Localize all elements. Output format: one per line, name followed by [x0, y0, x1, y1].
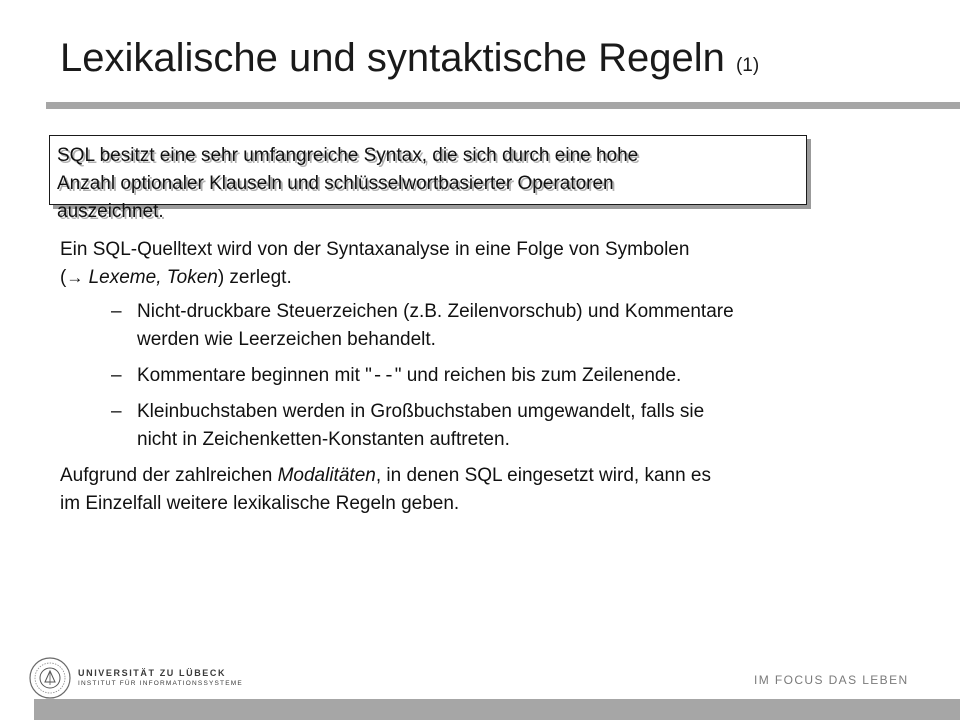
bullet-dash: – [111, 401, 122, 422]
right-arrow-icon: → [66, 268, 84, 287]
bullet-dash: – [111, 365, 122, 386]
slide-title [60, 34, 759, 90]
paragraph-line [60, 264, 689, 292]
university-seal-icon [28, 656, 72, 700]
footer-slogan: IM FOCUS DAS LEBEN [754, 673, 909, 687]
footer-band [34, 699, 960, 720]
paragraph-lexer-intro [60, 236, 689, 292]
open-paren: ( [60, 267, 67, 288]
bullet-dash: – [111, 301, 122, 322]
bullet-line: nicht in Zeichenketten-Konstanten auftreten. [137, 429, 510, 450]
bullet-text [137, 298, 734, 354]
slide-title-text: Lexikalische und syntaktische Regeln [60, 36, 725, 80]
comment-code: -- [371, 365, 395, 387]
slide-title-suffix: (1) [735, 55, 760, 76]
bullet-text-pre: Kommentare beginnen mit " [137, 365, 372, 386]
institute-name: INSTITUT FÜR INFORMATIONSSYSTEME [78, 680, 243, 687]
paragraph-pre: Aufgrund der zahlreichen [60, 465, 278, 486]
callout-line: auszeichnet. [57, 201, 164, 222]
callout-text [57, 142, 817, 226]
callout-line: Anzahl optionaler Klauseln und schlüsselwortbasierter Operatoren [57, 173, 614, 194]
lexeme-token-term: Lexeme, Token [83, 267, 218, 288]
paragraph-line: Ein SQL-Quelltext wird von der Syntaxanalyse in eine Folge von Symbolen [60, 239, 690, 260]
bullet-line: Kleinbuchstaben werden in Großbuchstaben umgewandelt, falls sie [137, 401, 705, 422]
bullet-text-post: " und reichen bis zum Zeilenende. [394, 365, 682, 386]
bullet-line: werden wie Leerzeichen behandelt. [137, 329, 436, 350]
paragraph-modalities [60, 462, 711, 518]
modalities-term: Modalitäten [277, 465, 376, 486]
bullet-text [137, 398, 704, 454]
bullet-line: Nicht-druckbare Steuerzeichen (z.B. Zeilenvorschub) und Kommentare [137, 301, 734, 322]
title-rule [46, 102, 960, 109]
callout-line: SQL besitzt eine sehr umfangreiche Syntax, die sich durch eine hohe [57, 145, 639, 166]
bullet-text [137, 362, 681, 390]
paragraph-post: , in denen SQL eingesetzt wird, kann es [375, 465, 711, 486]
paragraph-line: im Einzelfall weitere lexikalische Regeln geben. [60, 493, 460, 514]
paragraph-rest: ) zerlegt. [217, 267, 292, 288]
university-name: UNIVERSITÄT ZU LÜBECK [78, 668, 227, 678]
paragraph-line [60, 462, 711, 490]
